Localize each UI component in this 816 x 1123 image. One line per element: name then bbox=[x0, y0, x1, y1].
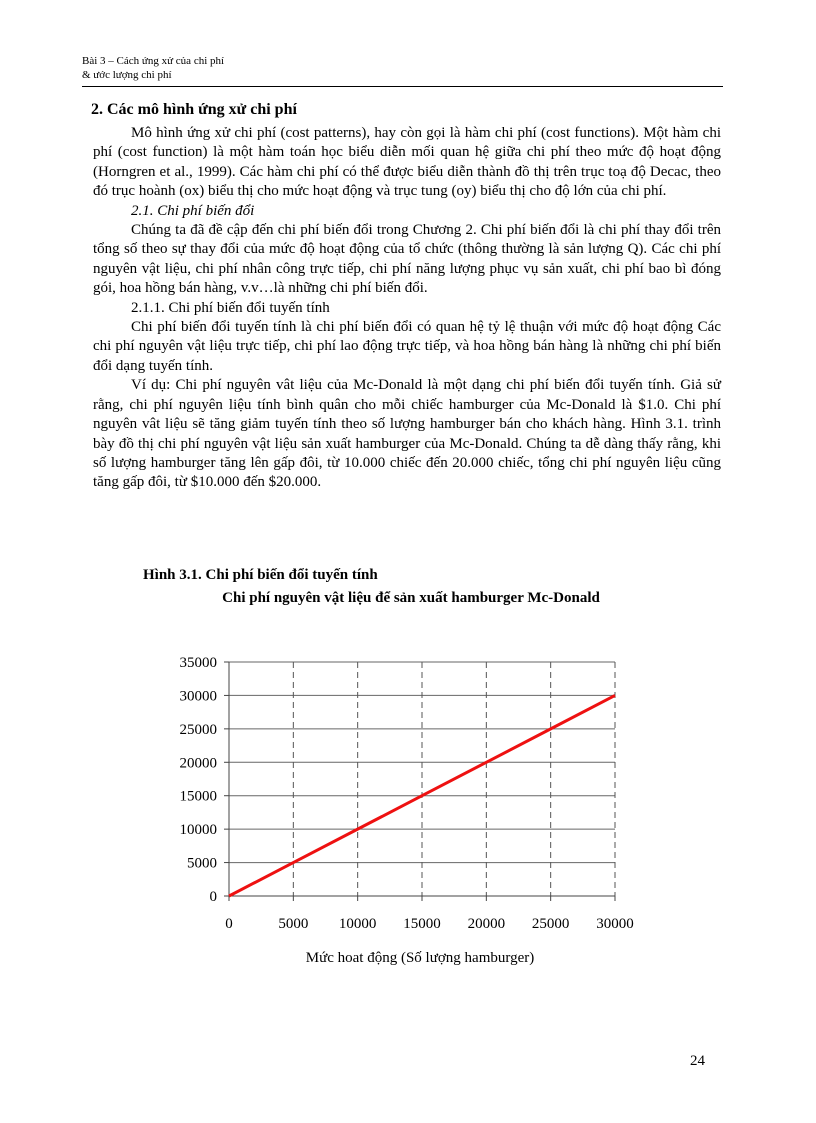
x-tick-label: 15000 bbox=[403, 916, 441, 930]
line-chart bbox=[150, 640, 650, 930]
page-number: 24 bbox=[690, 1053, 705, 1069]
section-title: 2. Các mô hình ứng xử chi phí bbox=[91, 101, 297, 118]
x-tick-label: 0 bbox=[225, 916, 233, 930]
x-tick-label: 25000 bbox=[531, 916, 570, 930]
main-content bbox=[93, 100, 721, 493]
x-tick-label: 5000 bbox=[278, 916, 309, 930]
figure-label: Hình 3.1. Chi phí biến đổi tuyến tính bbox=[143, 567, 378, 583]
y-tick-label: 20000 bbox=[179, 755, 217, 772]
example-paragraph: Ví dụ: Chi phí nguyên vât liệu của Mc-Donald là một dạng chi phí biến đổi tuyến tính. Giả sử rằng, chi phí nguyên liệu tính bình quân cho mỗi chiếc hamburger của Mc-Donald là $1.0. Chi phí nguyên vât liệu sẽ tăng giảm tuyến tính theo số lượng hamburger bán cho khách hàng. Hình 3.1. trình bày đồ thị chi phí nguyên vật liệu sản xuất hamburger của Mc-Donald. Chúng ta dễ dàng thấy rằng, khi số lượng hamburger tăng lên gấp đôi, từ 10.000 chiếc đến 20.000 chiếc, tổng chi phí nguyên liệu cũng tăng gấp đôi, từ $10.000 đến $20.000. bbox=[93, 377, 721, 491]
subsection-title-2-1: 2.1. Chi phí biến đổi bbox=[131, 202, 255, 219]
x-axis-label: Mức hoat động (Số lượng hamburger) bbox=[305, 950, 535, 966]
running-header bbox=[82, 54, 723, 82]
y-tick-label: 30000 bbox=[179, 688, 217, 705]
header-line-2: & ước lượng chi phí bbox=[82, 69, 172, 81]
variable-cost-paragraph: Chúng ta đã đề cập đến chi phí biến đổi trong Chương 2. Chi phí biến đổi là chi phí thay đổi trên tổng số theo sự thay đổi của mức độ hoạt động của tổ chức (thông thường là sản lượng Q). Các chi phí nguyên vật liệu, chi phí nhân công trực tiếp, chi phí năng lượng phục vụ sản xuất, chi phí bao bì đóng gói, hoa hồng bán hàng, v.v…là những chi phí biến đổi. bbox=[93, 222, 721, 297]
chart-title: Chi phí nguyên vật liệu để sản xuất hamburger Mc-Donald bbox=[222, 590, 600, 606]
y-tick-label: 15000 bbox=[179, 788, 217, 805]
header-line-1: Bài 3 – Cách ứng xử của chi phí bbox=[82, 55, 225, 67]
y-tick-label: 0 bbox=[209, 889, 217, 905]
intro-paragraph: Mô hình ứng xử chi phí (cost patterns), hay còn gọi là hàm chi phí (cost functions). Một hàm chi phí (cost function) là một hàm toán học biểu diễn mối quan hệ giữa chi phí theo mức độ hoạt động (Horngren et al., 1999). Các hàm chi phí có thể được biểu diễn thành đồ thị trên trục toạ độ Decac, theo đó trục hoành (ox) biểu thị cho mức hoạt động và trục tung (oy) biểu thị cho độ lớn của chi phí. bbox=[93, 125, 721, 200]
y-tick-label: 35000 bbox=[179, 655, 217, 671]
y-tick-label: 5000 bbox=[187, 855, 217, 872]
x-tick-label: 10000 bbox=[338, 916, 377, 930]
y-tick-label: 10000 bbox=[179, 822, 217, 839]
x-tick-label: 30000 bbox=[596, 916, 634, 930]
linear-cost-paragraph: Chi phí biến đổi tuyến tính là chi phí biến đổi có quan hệ tỷ lệ thuận với mức độ hoạt động Các chi phí nguyên vật liệu trực tiếp, chi phí lao động trực tiếp, và hoa hồng bán hàng là những chi phí biến đổi dạng tuyến tính. bbox=[93, 319, 721, 374]
x-tick-label: 20000 bbox=[467, 916, 506, 930]
header-rule bbox=[82, 86, 723, 87]
y-tick-label: 25000 bbox=[179, 721, 217, 738]
subsection-title-2-1-1: 2.1.1. Chi phí biến đổi tuyến tính bbox=[131, 299, 330, 316]
